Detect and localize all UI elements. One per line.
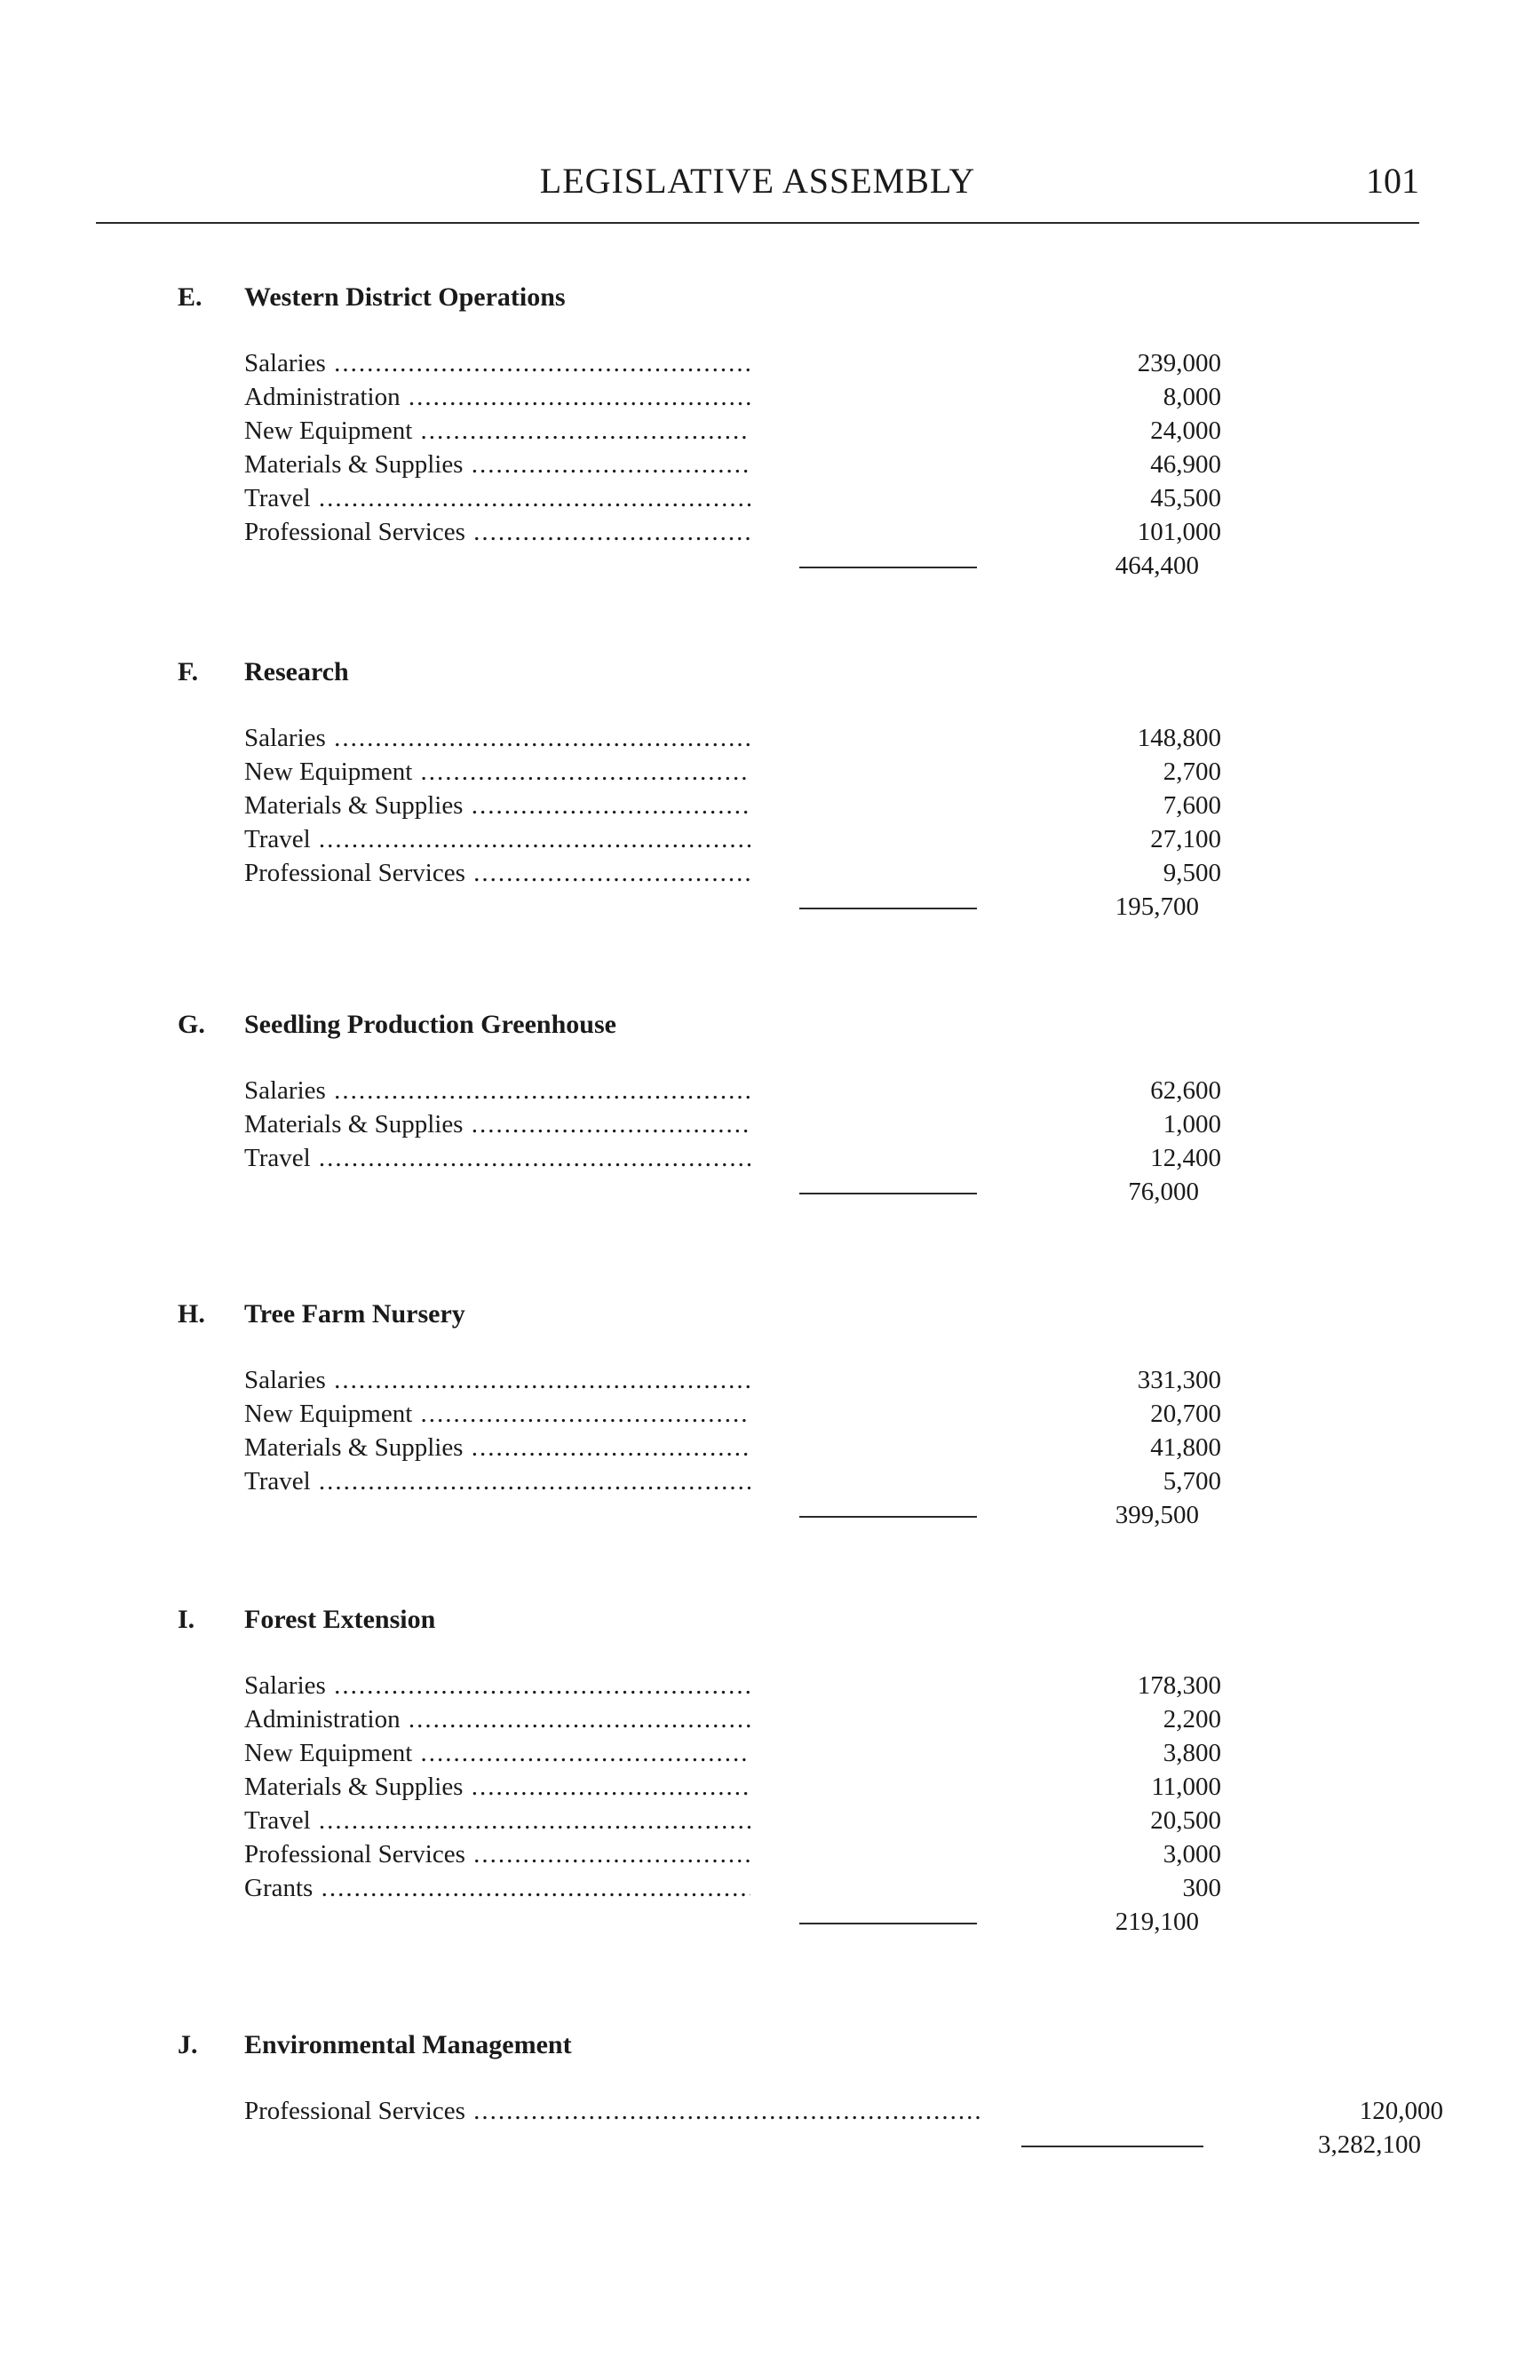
item-label: Travel .....: [244, 1141, 750, 1175]
section-title: Forest Extension: [244, 1605, 436, 1634]
item-label: Materials & Supplies .....: [244, 448, 750, 481]
item-amount: 11,000: [1151, 1773, 1221, 1801]
item-label: Materials & Supplies .....: [244, 1431, 750, 1464]
item-amount: 41,800: [1150, 1433, 1221, 1462]
item-label: Professional Services .....: [244, 856, 750, 890]
item-amount: 178,300: [1137, 1671, 1221, 1700]
item-amount: 62,600: [1150, 1076, 1221, 1105]
item-label: Materials & Supplies .....: [244, 1770, 750, 1804]
item-amount: 7,600: [1163, 791, 1221, 820]
item-label: Travel .....: [244, 1804, 750, 1837]
item-amount: 12,400: [1150, 1144, 1221, 1172]
item-amount: 2,200: [1163, 1705, 1221, 1733]
grand-total: 3,282,100: [1318, 2130, 1421, 2159]
item-amount: 300: [1182, 1874, 1221, 1902]
section-letter: H.: [178, 1299, 205, 1329]
item-label: Administration .....: [244, 380, 750, 414]
subtotal-rule: [799, 908, 977, 909]
item-label: Administration .....: [244, 1702, 750, 1736]
section-title: Seedling Production Greenhouse: [244, 1010, 616, 1039]
page-title: LEGISLATIVE ASSEMBLY: [539, 161, 976, 201]
section-total: 76,000: [1128, 1178, 1199, 1206]
item-label: Salaries .....: [244, 1363, 750, 1397]
item-amount: 2,700: [1163, 758, 1221, 786]
header-rule: [96, 222, 1419, 224]
page-header: [96, 160, 1419, 204]
item-amount: 1,000: [1163, 1110, 1221, 1138]
section-total: 219,100: [1115, 1908, 1199, 1936]
subtotal-rule: [799, 1923, 977, 1924]
section-total: 195,700: [1115, 892, 1199, 921]
section-title: Tree Farm Nursery: [244, 1299, 465, 1329]
item-amount: 20,500: [1150, 1806, 1221, 1835]
item-amount: 148,800: [1137, 724, 1221, 752]
subtotal-rule: [799, 567, 977, 568]
item-amount: 239,000: [1137, 349, 1221, 377]
section-total: 464,400: [1115, 551, 1199, 580]
section-title: Western District Operations: [244, 282, 566, 312]
item-label: New Equipment .....: [244, 1736, 750, 1770]
item-label: Travel .....: [244, 481, 750, 515]
item-label: Professional Services .....: [244, 515, 750, 549]
section-letter: F.: [178, 657, 199, 686]
subtotal-rule: [799, 1193, 977, 1194]
section-letter: G.: [178, 1010, 205, 1039]
item-amount: 3,000: [1163, 1840, 1221, 1868]
section-title: Research: [244, 657, 349, 686]
section-letter: E.: [178, 282, 202, 312]
item-amount: 101,000: [1137, 518, 1221, 546]
section-total: 399,500: [1115, 1501, 1199, 1529]
total-rule: [1021, 2146, 1203, 2147]
item-amount: 120,000: [1359, 2097, 1443, 2125]
section-letter: I.: [178, 1605, 195, 1634]
item-label: Salaries .....: [244, 721, 750, 755]
item-label: Travel .....: [244, 822, 750, 856]
item-amount: 20,700: [1150, 1400, 1221, 1428]
item-label: New Equipment .....: [244, 1397, 750, 1431]
item-amount: 3,800: [1163, 1739, 1221, 1767]
item-label: Materials & Supplies .....: [244, 789, 750, 822]
section-title: Environmental Management: [244, 2030, 572, 2059]
item-label: Salaries .....: [244, 1669, 750, 1702]
item-amount: 9,500: [1163, 859, 1221, 887]
item-label: Professional Services .....: [244, 1837, 750, 1871]
item-label: Salaries .....: [244, 346, 750, 380]
subtotal-rule: [799, 1516, 977, 1518]
item-label: New Equipment .....: [244, 755, 750, 789]
item-label: Grants .....: [244, 1871, 750, 1905]
item-amount: 8,000: [1163, 383, 1221, 411]
item-amount: 46,900: [1150, 450, 1221, 479]
item-label: Travel .....: [244, 1464, 750, 1498]
item-label: Professional Services .....: [244, 2094, 981, 2128]
section-letter: J.: [178, 2030, 198, 2059]
item-label: New Equipment .....: [244, 414, 750, 448]
item-amount: 5,700: [1163, 1467, 1221, 1495]
page-number: 101: [1366, 161, 1419, 201]
item-amount: 27,100: [1150, 825, 1221, 853]
item-amount: 331,300: [1137, 1366, 1221, 1394]
item-label: Salaries .....: [244, 1074, 750, 1107]
item-amount: 24,000: [1150, 416, 1221, 445]
item-label: Materials & Supplies .....: [244, 1107, 750, 1141]
item-amount: 45,500: [1150, 484, 1221, 512]
